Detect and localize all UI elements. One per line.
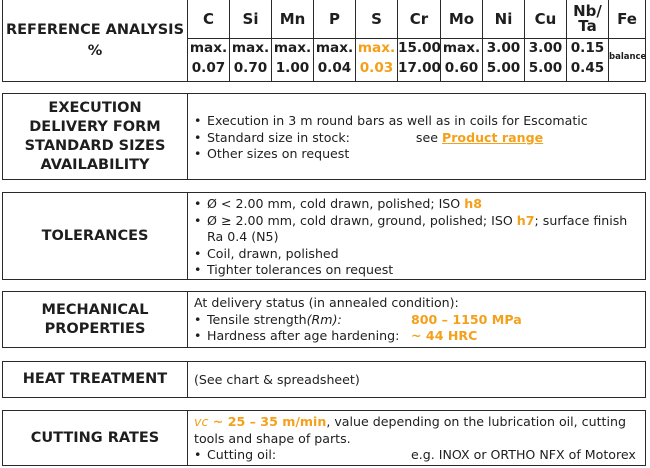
value-si-2: 0.70 (233, 60, 268, 76)
cutting-oil-label: Cutting oil: (207, 447, 277, 463)
tensile-symbol: (Rm): (306, 311, 342, 327)
col-si (229, 0, 271, 81)
heat-treatment-label: HEAT TREATMENT (3, 362, 188, 397)
hardness-value: ~ 44 HRC (411, 328, 478, 344)
tolerance-small-text: Ø < 2.00 mm, cold drawn, polished; ISO (207, 196, 461, 211)
value-c-2: 0.07 (191, 60, 226, 76)
heat-treatment-section (2, 361, 646, 398)
col-mn (271, 0, 313, 81)
execution-label-line4: AVAILABILITY (40, 156, 150, 173)
execution-label (3, 94, 188, 179)
tensile-item (194, 312, 645, 329)
value-c-1: max. (189, 40, 228, 56)
tolerance-item-coil: • Coil, drawn, polished (194, 246, 645, 263)
tolerances-label: TOLERANCES (3, 193, 188, 279)
grade-h8: h8 (464, 196, 482, 211)
element-mn: Mn (272, 0, 313, 39)
mechanical-label-line1: MECHANICAL (41, 301, 149, 318)
execution-content (188, 94, 645, 179)
percent-unit: % (87, 42, 103, 59)
col-ni (482, 0, 524, 81)
element-p: P (314, 0, 355, 39)
cutting-rates-content (188, 411, 645, 465)
value-fe-balance: balance (609, 52, 647, 62)
col-mo (440, 0, 482, 81)
execution-item-bars: • Execution in 3 m round bars as well as in coils for Escomatic (194, 113, 645, 130)
tensile-label: Tensile strength (207, 311, 307, 327)
mechanical-content (188, 292, 645, 347)
element-fe: Fe (609, 0, 645, 39)
tolerances-content (188, 193, 645, 279)
tolerances-section (2, 192, 646, 280)
element-si: Si (230, 0, 271, 39)
element-cu: Cu (525, 0, 566, 39)
cutting-oil-item (194, 447, 641, 464)
value-ni-2: 5.00 (486, 60, 521, 76)
cutting-speed-text (194, 414, 641, 447)
col-fe (608, 0, 645, 81)
reference-analysis-title: REFERENCE ANALYSIS (5, 21, 185, 38)
tensile-value: 800 – 1150 MPa (411, 311, 522, 327)
hardness-label: Hardness after age hardening: (207, 328, 400, 344)
execution-item-standard (194, 130, 645, 147)
grade-h7: h7 (516, 212, 535, 228)
cutting-oil-value: e.g. INOX or ORTHO NFX of Motorex (411, 447, 636, 463)
value-p-1: max. (315, 40, 354, 56)
element-cr: Cr (398, 0, 440, 39)
value-mo-1: max. (442, 40, 481, 56)
value-ni-1: 3.00 (486, 40, 521, 56)
value-cr-1: 15.00 (398, 40, 441, 56)
surface-finish-text: ; surface finish Ra 0.4 (N5) (207, 212, 628, 245)
value-s-1: max. (357, 40, 396, 56)
value-cu-2: 5.00 (528, 60, 563, 76)
value-p-2: 0.04 (317, 60, 352, 76)
mechanical-intro: At delivery status (in annealed condition): (194, 295, 459, 310)
element-nb-ta (567, 0, 608, 39)
execution-label-line2: DELIVERY FORM (29, 118, 161, 135)
value-mn-1: max. (273, 40, 312, 56)
element-ni: Ni (483, 0, 524, 39)
value-si-1: max. (231, 40, 270, 56)
heat-treatment-text: (See chart & spreadsheet) (194, 372, 360, 387)
mechanical-label-line2: PROPERTIES (44, 320, 146, 337)
execution-label-line1: EXECUTION (48, 99, 142, 116)
tolerance-item-small (194, 196, 645, 213)
col-nb-ta (566, 0, 608, 81)
cutting-rates-label: CUTTING RATES (3, 411, 188, 465)
vc-description: , value depending on the lubrication oil, cutting tools and shape of parts. (194, 414, 626, 446)
product-range-link[interactable]: Product range (441, 129, 544, 145)
col-s (355, 0, 397, 81)
col-c (187, 0, 229, 81)
element-c: C (188, 0, 229, 39)
value-nb-ta-2: 0.45 (570, 60, 605, 76)
mechanical-section (2, 291, 646, 348)
execution-section (2, 93, 646, 180)
value-s-2: 0.03 (359, 60, 394, 76)
execution-label-line3: STANDARD SIZES (24, 137, 166, 154)
vc-value: ~ 25 – 35 m/min (208, 414, 327, 429)
vc-symbol: vc (194, 414, 209, 429)
composition-table (2, 0, 646, 82)
see-text: see (415, 129, 438, 145)
reference-analysis-label (3, 0, 188, 81)
col-cr (397, 0, 440, 81)
value-nb-ta-1: 0.15 (570, 40, 605, 56)
value-cu-1: 3.00 (528, 40, 563, 56)
hardness-item (194, 328, 645, 345)
mechanical-label (3, 292, 188, 347)
element-ta: Ta (578, 17, 597, 35)
value-cr-2: 17.00 (398, 60, 441, 76)
tolerance-item-large (194, 213, 645, 246)
execution-item-other: • Other sizes on request (194, 146, 645, 163)
col-cu (524, 0, 566, 81)
tolerance-item-tighter: • Tighter tolerances on request (194, 262, 645, 279)
element-s: S (356, 0, 397, 39)
element-nb: Nb/ (573, 2, 602, 20)
value-mo-2: 0.60 (444, 60, 479, 76)
tolerance-large-text: Ø ≥ 2.00 mm, cold drawn, ground, polished; ISO (207, 212, 513, 228)
standard-size-text: Standard size in stock: (207, 129, 350, 145)
col-p (313, 0, 355, 81)
value-mn-2: 1.00 (275, 60, 310, 76)
element-mo: Mo (441, 0, 482, 39)
cutting-rates-section (2, 410, 646, 466)
